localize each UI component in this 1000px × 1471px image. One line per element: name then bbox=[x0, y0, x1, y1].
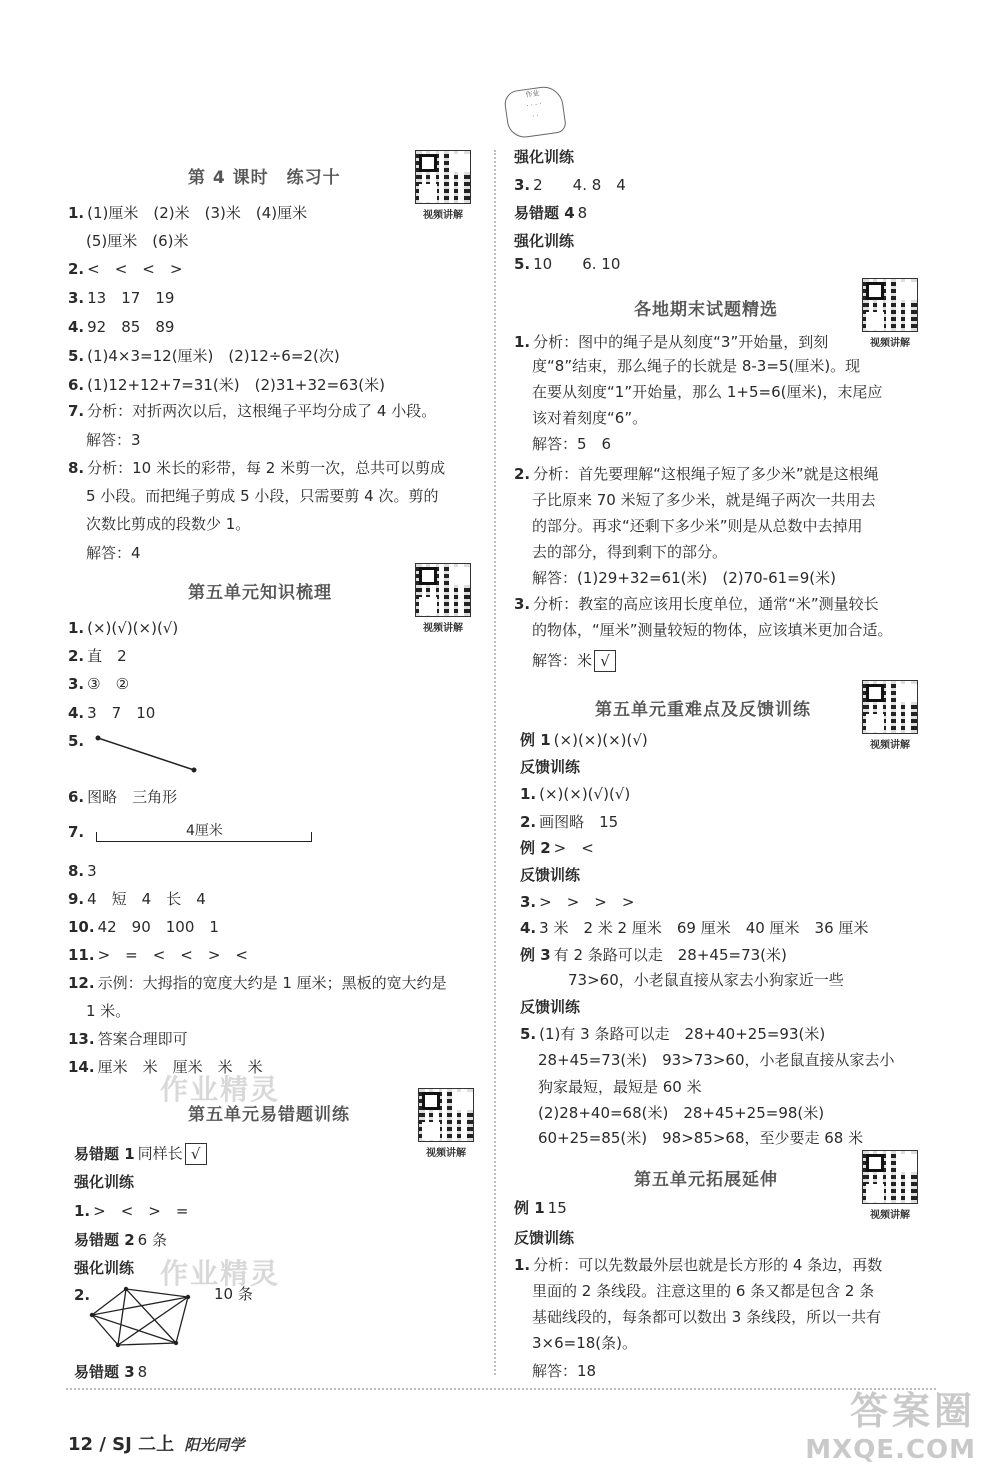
answer-line bbox=[520, 865, 583, 885]
answer-text: (1)12+12+7=31(米) (2)31+32=63(米) bbox=[87, 376, 385, 394]
answer-line bbox=[514, 1228, 577, 1248]
answer-line bbox=[68, 674, 129, 694]
answer-text: (1)4×3=12(厘米) (2)12÷6=2(次) bbox=[87, 347, 340, 365]
answer-text: 分析：对折两次以后，这根绳子平均分成了 4 小段。 bbox=[87, 402, 437, 420]
answer-line bbox=[68, 973, 447, 993]
answer-text: 15 bbox=[547, 1199, 567, 1217]
answer-text: 28+45=73(米) 93>73>60，小老鼠直接从家去小 bbox=[538, 1051, 895, 1069]
ruler-figure bbox=[96, 822, 312, 842]
vertex bbox=[90, 1313, 94, 1317]
question-number: 1. bbox=[74, 1202, 91, 1220]
qr-image bbox=[415, 563, 471, 617]
answer-line bbox=[520, 918, 868, 938]
check-box-icon: √ bbox=[594, 650, 616, 672]
answer-text: 分析：10 米长的彩带，每 2 米剪一次，总共可以剪成 bbox=[87, 459, 446, 477]
star-answer: 10 条 bbox=[214, 1285, 253, 1303]
answer-line bbox=[68, 861, 97, 881]
question-number: 强化训练 bbox=[514, 148, 575, 166]
answer-line bbox=[74, 1230, 167, 1250]
watermark-line1: 答案圈 bbox=[849, 1389, 976, 1433]
answer-line bbox=[68, 703, 155, 723]
answer-line bbox=[532, 382, 882, 402]
line-segment-figure bbox=[90, 730, 210, 780]
vertex bbox=[186, 1295, 190, 1299]
ruler-tick bbox=[311, 832, 312, 842]
answer-text: 分析：可以先数最外层也就是长方形的 4 条边，再数 bbox=[533, 1256, 883, 1274]
question-number: 2. bbox=[68, 260, 85, 278]
answer-text: 3 bbox=[87, 862, 97, 880]
answer-text: 3 米 2 米 2 厘米 69 厘米 40 厘米 36 厘米 bbox=[539, 919, 869, 937]
answer-text: 厘米 米 厘米 米 米 bbox=[97, 1058, 263, 1076]
answer-line bbox=[520, 1024, 825, 1044]
answer-line bbox=[68, 618, 178, 638]
qr-caption: 视频讲解 bbox=[423, 210, 463, 221]
answer-text: 10 6. 10 bbox=[533, 255, 621, 273]
answer-line bbox=[520, 784, 630, 804]
answer-text: 6 条 bbox=[137, 1231, 167, 1249]
answer-line bbox=[74, 1143, 207, 1165]
answer-line bbox=[532, 408, 647, 428]
answer-line bbox=[514, 464, 879, 484]
answer-line bbox=[68, 646, 127, 666]
answer-text: 分析：图中的绳子是从刻度“3”开始量，到刻 bbox=[533, 333, 829, 351]
question-number: 14. bbox=[68, 1058, 95, 1076]
question-number: 7. bbox=[68, 823, 85, 841]
answer-line bbox=[514, 254, 620, 274]
answer-line bbox=[86, 430, 141, 450]
vertex bbox=[174, 1341, 178, 1345]
answer-text: (1)有 3 条路可以走 28+40+25=93(米) bbox=[539, 1025, 826, 1043]
ruler-label: 4厘米 bbox=[186, 823, 223, 839]
answer-text: 4 短 4 长 4 bbox=[87, 890, 206, 908]
answer-text: 8 bbox=[577, 204, 588, 222]
answer-text: 5 小段。而把绳子剪成 5 小段，只需要剪 4 次。剪的 bbox=[86, 487, 439, 505]
ruler-line bbox=[96, 841, 312, 842]
answer-text: 解答：(1)29+32=61(米) (2)70-61=9(米) bbox=[532, 569, 836, 587]
question-number: 3. bbox=[68, 675, 85, 693]
answer-line bbox=[68, 822, 87, 842]
answer-text: 里面的 2 条线段。注意这里的 6 条又都是包含 2 条 bbox=[532, 1282, 875, 1300]
answer-line bbox=[514, 1198, 567, 1218]
question-number: 2. bbox=[74, 1286, 91, 1304]
answer-text: 92 85 89 bbox=[87, 318, 175, 336]
section-title-unit5-summary: 第五单元知识梳理 bbox=[188, 583, 332, 603]
question-number: 1. bbox=[68, 619, 85, 637]
line-segment bbox=[98, 738, 194, 770]
question-number: 易错题 2 bbox=[74, 1231, 135, 1249]
answer-text: > > > > bbox=[539, 893, 635, 911]
segment-endpoint bbox=[192, 768, 197, 773]
answer-text: 3×6=18(条)。 bbox=[532, 1334, 638, 1352]
qr-code[interactable] bbox=[418, 1088, 474, 1159]
answer-text: 60+25=85(米) 98>85>68，至少要走 68 米 bbox=[538, 1129, 864, 1147]
answer-text: > < bbox=[553, 839, 594, 857]
answer-line bbox=[538, 1077, 702, 1097]
answer-text: 的部分。再求“还剩下多少米”则是从总数中去掉用 bbox=[532, 517, 863, 535]
vertex bbox=[124, 1287, 128, 1291]
answer-text: 分析：教室的高应该用长度单位，通常“米”测量较长 bbox=[533, 595, 879, 613]
answer-line bbox=[74, 1258, 137, 1278]
answer-line bbox=[532, 1307, 881, 1327]
answer-line bbox=[74, 1362, 147, 1382]
question-number: 2. bbox=[520, 813, 537, 831]
answer-text: (1)厘米 (2)米 (3)米 (4)厘米 bbox=[87, 204, 308, 222]
answer-text: 8 bbox=[137, 1363, 148, 1381]
answer-line bbox=[538, 1050, 895, 1070]
question-number: 12. bbox=[68, 974, 95, 992]
answer-line bbox=[68, 787, 177, 807]
answer-line bbox=[532, 650, 616, 672]
vertex bbox=[116, 1343, 120, 1347]
answer-text: 基础线段的，每条都可以数出 3 条线段，所以一共有 bbox=[532, 1308, 882, 1326]
answer-line bbox=[68, 203, 307, 223]
check-box-icon: √ bbox=[185, 1143, 207, 1165]
answer-line bbox=[532, 1281, 874, 1301]
answer-line bbox=[86, 543, 141, 563]
watermark bbox=[805, 1380, 976, 1465]
section-title-final-exam: 各地期末试题精选 bbox=[634, 300, 778, 320]
answer-line bbox=[514, 594, 879, 614]
answer-line bbox=[520, 945, 787, 965]
question-number: 4. bbox=[68, 704, 85, 722]
qr-code[interactable] bbox=[862, 680, 918, 751]
answer-text: 同样长 bbox=[137, 1144, 183, 1163]
question-number: 1. bbox=[514, 333, 531, 351]
answer-line bbox=[86, 231, 189, 251]
answer-line bbox=[538, 1128, 863, 1148]
answer-line bbox=[68, 1029, 188, 1049]
answer-line bbox=[514, 147, 577, 167]
question-number: 6. bbox=[68, 788, 85, 806]
qr-caption: 视频讲解 bbox=[426, 1148, 466, 1159]
answer-text: 示例：大拇指的宽度大约是 1 厘米；黑板的宽大约是 bbox=[97, 974, 447, 992]
question-number: 3. bbox=[514, 595, 531, 613]
answer-line bbox=[86, 1001, 130, 1021]
ruler-tick bbox=[96, 832, 97, 842]
qr-code[interactable] bbox=[862, 278, 918, 349]
question-number: 反馈训练 bbox=[520, 758, 581, 776]
answer-line bbox=[68, 889, 206, 909]
star-lines bbox=[92, 1289, 188, 1345]
answer-text: 解答：4 bbox=[86, 544, 141, 562]
grade: 二上 bbox=[138, 1434, 175, 1455]
answer-line bbox=[514, 203, 587, 223]
answer-line bbox=[532, 434, 611, 454]
watermark-faint: 作业精灵 bbox=[160, 1073, 281, 1106]
question-number: 3. bbox=[514, 176, 531, 194]
question-number: 1. bbox=[520, 785, 537, 803]
answer-line bbox=[514, 1255, 882, 1275]
answer-line bbox=[532, 542, 727, 562]
answer-text: 狗家最短，最短是 60 米 bbox=[538, 1078, 702, 1096]
question-number: 5. bbox=[520, 1025, 537, 1043]
question-number: 8. bbox=[68, 459, 85, 477]
qr-image bbox=[418, 1088, 474, 1142]
answer-text: 答案合理即可 bbox=[97, 1030, 188, 1048]
qr-caption: 视频讲解 bbox=[870, 1210, 910, 1221]
answer-line bbox=[532, 516, 863, 536]
answer-line bbox=[520, 892, 634, 912]
question-number: 1. bbox=[68, 204, 85, 222]
answer-line bbox=[532, 1361, 596, 1381]
question-number: 反馈训练 bbox=[514, 1229, 575, 1247]
answer-line bbox=[520, 757, 583, 777]
answer-text: (5)厘米 (6)米 bbox=[86, 232, 189, 250]
answer-line bbox=[68, 945, 248, 965]
answer-line bbox=[68, 731, 87, 751]
question-number: 11. bbox=[68, 946, 95, 964]
answer-line bbox=[68, 917, 219, 937]
answer-line bbox=[532, 1333, 637, 1353]
answer-text: 1 米。 bbox=[86, 1002, 131, 1020]
answer-text: 3 7 10 bbox=[87, 704, 156, 722]
answer-text: 子比原来 70 米短了多少米，就是绳子两次一共用去 bbox=[532, 491, 876, 509]
answer-line bbox=[532, 620, 893, 640]
brand-logo: 阳光同学 bbox=[184, 1436, 245, 1454]
qr-image bbox=[862, 1150, 918, 1204]
question-number: 4. bbox=[68, 318, 85, 336]
answer-text: > = < < > < bbox=[97, 946, 248, 964]
answer-text: 在要从刻度“1”开始量，那么 1+5=6(厘米)，末尾应 bbox=[532, 383, 883, 401]
qr-code[interactable] bbox=[415, 563, 471, 634]
question-number: 3. bbox=[520, 893, 537, 911]
pentagon bbox=[92, 1289, 188, 1345]
question-number: 3. bbox=[68, 289, 85, 307]
answer-line bbox=[68, 401, 436, 421]
answer-text: 解答：3 bbox=[86, 431, 141, 449]
question-number: 5. bbox=[68, 347, 85, 365]
question-number: 例 2 bbox=[520, 839, 551, 857]
question-number: 5. bbox=[68, 732, 85, 750]
qr-caption: 视频讲解 bbox=[870, 740, 910, 751]
answer-line bbox=[532, 568, 836, 588]
answer-text: 解答：米 bbox=[532, 651, 593, 670]
answer-line bbox=[68, 346, 340, 366]
qr-caption: 视频讲解 bbox=[870, 338, 910, 349]
answer-text: 的物体，“厘米”测量较短的物体，应该填米更加合适。 bbox=[532, 621, 893, 639]
answer-text: 分析：首先要理解“这根绳子短了多少米”就是这根绳 bbox=[533, 465, 879, 483]
question-number: 易错题 1 bbox=[74, 1144, 135, 1163]
answer-text: 该对着刻度“6”。 bbox=[532, 409, 648, 427]
column-divider bbox=[494, 150, 496, 1375]
answer-line bbox=[538, 970, 844, 990]
question-number: 6. bbox=[68, 376, 85, 394]
segment-endpoint bbox=[96, 736, 101, 741]
answer-line bbox=[86, 514, 250, 534]
question-number: 强化训练 bbox=[74, 1173, 135, 1191]
question-number: 7. bbox=[68, 402, 85, 420]
stamp-logo: 作业 · · · · · · bbox=[503, 84, 567, 140]
answer-text: 画图略 15 bbox=[539, 813, 619, 831]
answer-text: 73>60，小老鼠直接从家去小狗家近一些 bbox=[538, 971, 844, 989]
watermark-line2: MXQE.COM bbox=[805, 1435, 976, 1465]
answer-text: 13 17 19 bbox=[87, 289, 175, 307]
answer-line bbox=[520, 730, 648, 750]
answer-line bbox=[538, 1103, 824, 1123]
answer-text: 解答：18 bbox=[532, 1362, 597, 1380]
question-number: 9. bbox=[68, 890, 85, 908]
question-number: 反馈训练 bbox=[520, 866, 581, 884]
answer-line bbox=[532, 356, 860, 376]
answer-text: 有 2 条路可以走 28+45=73(米) bbox=[553, 946, 787, 964]
section-title-lesson4: 第 4 课时 练习十 bbox=[188, 168, 341, 188]
answer-line bbox=[86, 486, 438, 506]
question-number: 强化训练 bbox=[74, 1259, 135, 1277]
question-number: 反馈训练 bbox=[520, 998, 581, 1016]
answer-text: 次数比剪成的段数少 1。 bbox=[86, 515, 251, 533]
answer-line bbox=[520, 838, 594, 858]
answer-line bbox=[520, 997, 583, 1017]
section-title-unit5-key: 第五单元重难点及反馈训练 bbox=[595, 700, 811, 720]
answer-text: > < > = bbox=[93, 1202, 189, 1220]
question-number: 10. bbox=[68, 918, 95, 936]
answer-line bbox=[514, 231, 577, 251]
page-number: 12 bbox=[68, 1434, 94, 1455]
answer-text: (×)(×)(×)(√) bbox=[553, 731, 648, 749]
question-number: 例 3 bbox=[520, 946, 551, 964]
answer-text: 直 2 bbox=[87, 647, 127, 665]
question-number: 1. bbox=[514, 1256, 531, 1274]
answer-line bbox=[514, 332, 828, 352]
answer-line bbox=[68, 317, 174, 337]
answer-line bbox=[532, 490, 876, 510]
qr-caption: 视频讲解 bbox=[423, 623, 463, 634]
answer-line bbox=[514, 175, 626, 195]
answer-text: (×)(×)(√)(√) bbox=[539, 785, 631, 803]
answer-line bbox=[74, 1201, 188, 1221]
answer-line bbox=[68, 375, 385, 395]
question-number: 例 1 bbox=[520, 731, 551, 749]
qr-image bbox=[862, 680, 918, 734]
question-number: 2. bbox=[68, 647, 85, 665]
answer-text: 2 4. 8 4 bbox=[533, 176, 626, 194]
answer-text: 度“8”结束，那么绳子的长就是 8-3=5(厘米)。现 bbox=[532, 357, 861, 375]
answer-text: ③ ② bbox=[87, 675, 130, 693]
watermark-faint: 作业精灵 bbox=[160, 1257, 281, 1290]
answer-line bbox=[68, 259, 182, 279]
answer-text: 42 90 100 1 bbox=[97, 918, 219, 936]
question-number: 13. bbox=[68, 1030, 95, 1048]
qr-image bbox=[862, 278, 918, 332]
page-footer: 12 / SJ 二上 阳光同学 bbox=[68, 1434, 245, 1455]
question-number: 强化训练 bbox=[514, 232, 575, 250]
section-title-unit5-extension: 第五单元拓展延伸 bbox=[634, 1170, 778, 1190]
answer-text: 去的部分，得到剩下的部分。 bbox=[532, 543, 728, 561]
answer-line bbox=[68, 458, 445, 478]
answer-line bbox=[68, 288, 174, 308]
question-number: 例 1 bbox=[514, 1199, 545, 1217]
question-number: 8. bbox=[68, 862, 85, 880]
section-title-unit5-error: 第五单元易错题训练 bbox=[188, 1105, 350, 1125]
answer-text: < < < > bbox=[87, 260, 183, 278]
edition: SJ bbox=[112, 1434, 132, 1455]
answer-text: (×)(√)(×)(√) bbox=[87, 619, 179, 637]
answer-text: (2)28+40=68(米) 28+45+25=98(米) bbox=[538, 1104, 825, 1122]
answer-line bbox=[520, 812, 618, 832]
qr-code[interactable] bbox=[862, 1150, 918, 1221]
answer-text: 解答：5 6 bbox=[532, 435, 612, 453]
question-number: 2. bbox=[514, 465, 531, 483]
qr-image bbox=[415, 150, 471, 204]
answer-line bbox=[74, 1172, 137, 1192]
answer-text: 图略 三角形 bbox=[87, 788, 178, 806]
question-number: 易错题 4 bbox=[514, 204, 575, 222]
question-number: 4. bbox=[520, 919, 537, 937]
star-figure bbox=[88, 1285, 198, 1355]
question-number: 5. bbox=[514, 255, 531, 273]
qr-code[interactable] bbox=[415, 150, 471, 221]
question-number: 易错题 3 bbox=[74, 1363, 135, 1381]
